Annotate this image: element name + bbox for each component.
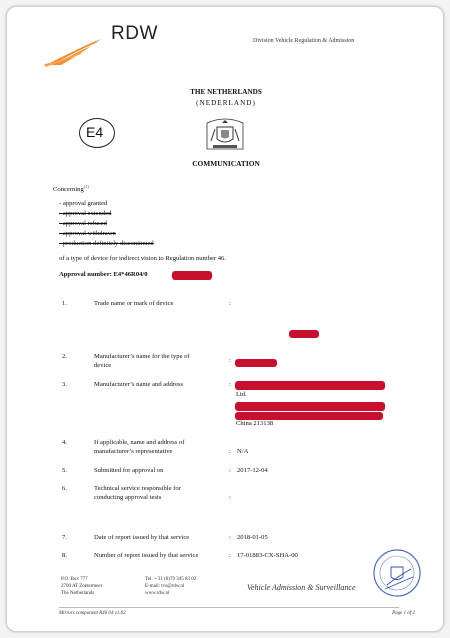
redaction-mark — [235, 359, 277, 367]
page-number: Page 1 of 2 — [392, 611, 415, 616]
concerning-item: - approval granted — [59, 200, 108, 207]
footer-address: The Netherlands — [61, 591, 95, 596]
item-colon: : — [229, 467, 231, 474]
item-value: 2018-01-05 — [237, 534, 268, 541]
item-colon: : — [229, 300, 231, 307]
item-label: conducting approval tests — [94, 494, 162, 501]
redaction-mark — [289, 330, 319, 338]
concerning-text: Concerning — [53, 186, 84, 194]
item-label: manufacturer’s representative — [94, 448, 173, 455]
item-colon: : — [229, 552, 231, 559]
footnote-ref: (1) — [83, 184, 90, 189]
approval-number: Approval number: E4*46R04/0 — [59, 271, 148, 278]
item-colon: : — [229, 448, 231, 455]
item-label: Number of report issued by that service — [94, 552, 199, 559]
concerning-item: - approval withdrawn — [59, 230, 116, 237]
e-mark-text: E4 — [86, 124, 104, 140]
document-reference: Mirrors component R46 04 v1.02 — [59, 611, 126, 616]
item-number: 1. — [62, 300, 67, 307]
official-stamp-icon — [371, 547, 423, 599]
item-value: China 213138 — [236, 420, 274, 427]
redaction-mark — [235, 381, 385, 390]
footer-contact: Tel. + 31 (0)79 345 83 02 — [145, 577, 197, 582]
footer-divider — [59, 607, 399, 608]
footer-address: 2700 AT Zoetermeer — [61, 584, 103, 589]
item-colon: : — [229, 534, 231, 541]
document-title: COMMUNICATION — [192, 159, 260, 168]
logo-text: RDW — [111, 23, 158, 44]
concerning-label — [53, 184, 89, 193]
item-label: If applicable, name and address of — [94, 439, 185, 446]
item-value: Ltd. — [236, 391, 247, 398]
item-number: 3. — [62, 381, 67, 388]
item-label: Manufacturer’s name and address — [94, 381, 184, 388]
item-number: 7. — [62, 534, 67, 541]
item-number: 2. — [62, 353, 67, 360]
item-number: 8. — [62, 552, 67, 559]
redaction-mark — [235, 412, 383, 420]
redaction-mark — [235, 402, 385, 411]
item-label: Date of report issued by that service — [94, 534, 190, 541]
concerning-item: - approval extended — [59, 210, 112, 217]
footer-tagline: Vehicle Admission & Surveillance — [247, 583, 356, 592]
concerning-item: - production definitely discontinued — [59, 240, 154, 247]
item-label: Technical service responsible for — [94, 485, 181, 492]
item-value: 2017-12-04 — [237, 467, 268, 474]
item-label: Submitted for approval on — [94, 467, 164, 474]
item-number: 4. — [62, 439, 67, 446]
item-number: 6. — [62, 485, 67, 492]
footer-contact: www.rdw.nl — [145, 591, 170, 596]
item-value: 17-01883-CX-SHA-00 — [237, 552, 298, 559]
redaction-mark — [172, 271, 212, 280]
item-value: N/A — [237, 448, 249, 455]
device-type-line: of a type of device for indirect vision to Regulation number 46. — [59, 255, 226, 262]
country-heading: THE NETHERLANDS — [190, 88, 262, 96]
item-label: Manufacturer’s name for the type of — [94, 353, 190, 360]
item-colon: : — [229, 357, 231, 364]
rdw-logo-icon — [41, 35, 103, 69]
item-colon: : — [229, 494, 231, 501]
coat-of-arms-icon — [203, 115, 247, 155]
item-label: device — [94, 362, 112, 369]
footer-address: P.O. Box 777 — [61, 577, 88, 582]
country-local-heading: (NEDERLAND) — [196, 99, 256, 107]
footer-contact: E-mail: tvs@rdw.nl — [145, 584, 185, 589]
item-number: 5. — [62, 467, 67, 474]
item-label: Trade name or mark of device — [94, 300, 174, 307]
concerning-item: - approval refused — [59, 220, 107, 227]
document-page — [6, 6, 444, 632]
item-colon: : — [229, 381, 231, 388]
division-name: Division Vehicle Regulation & Admission — [253, 38, 355, 44]
